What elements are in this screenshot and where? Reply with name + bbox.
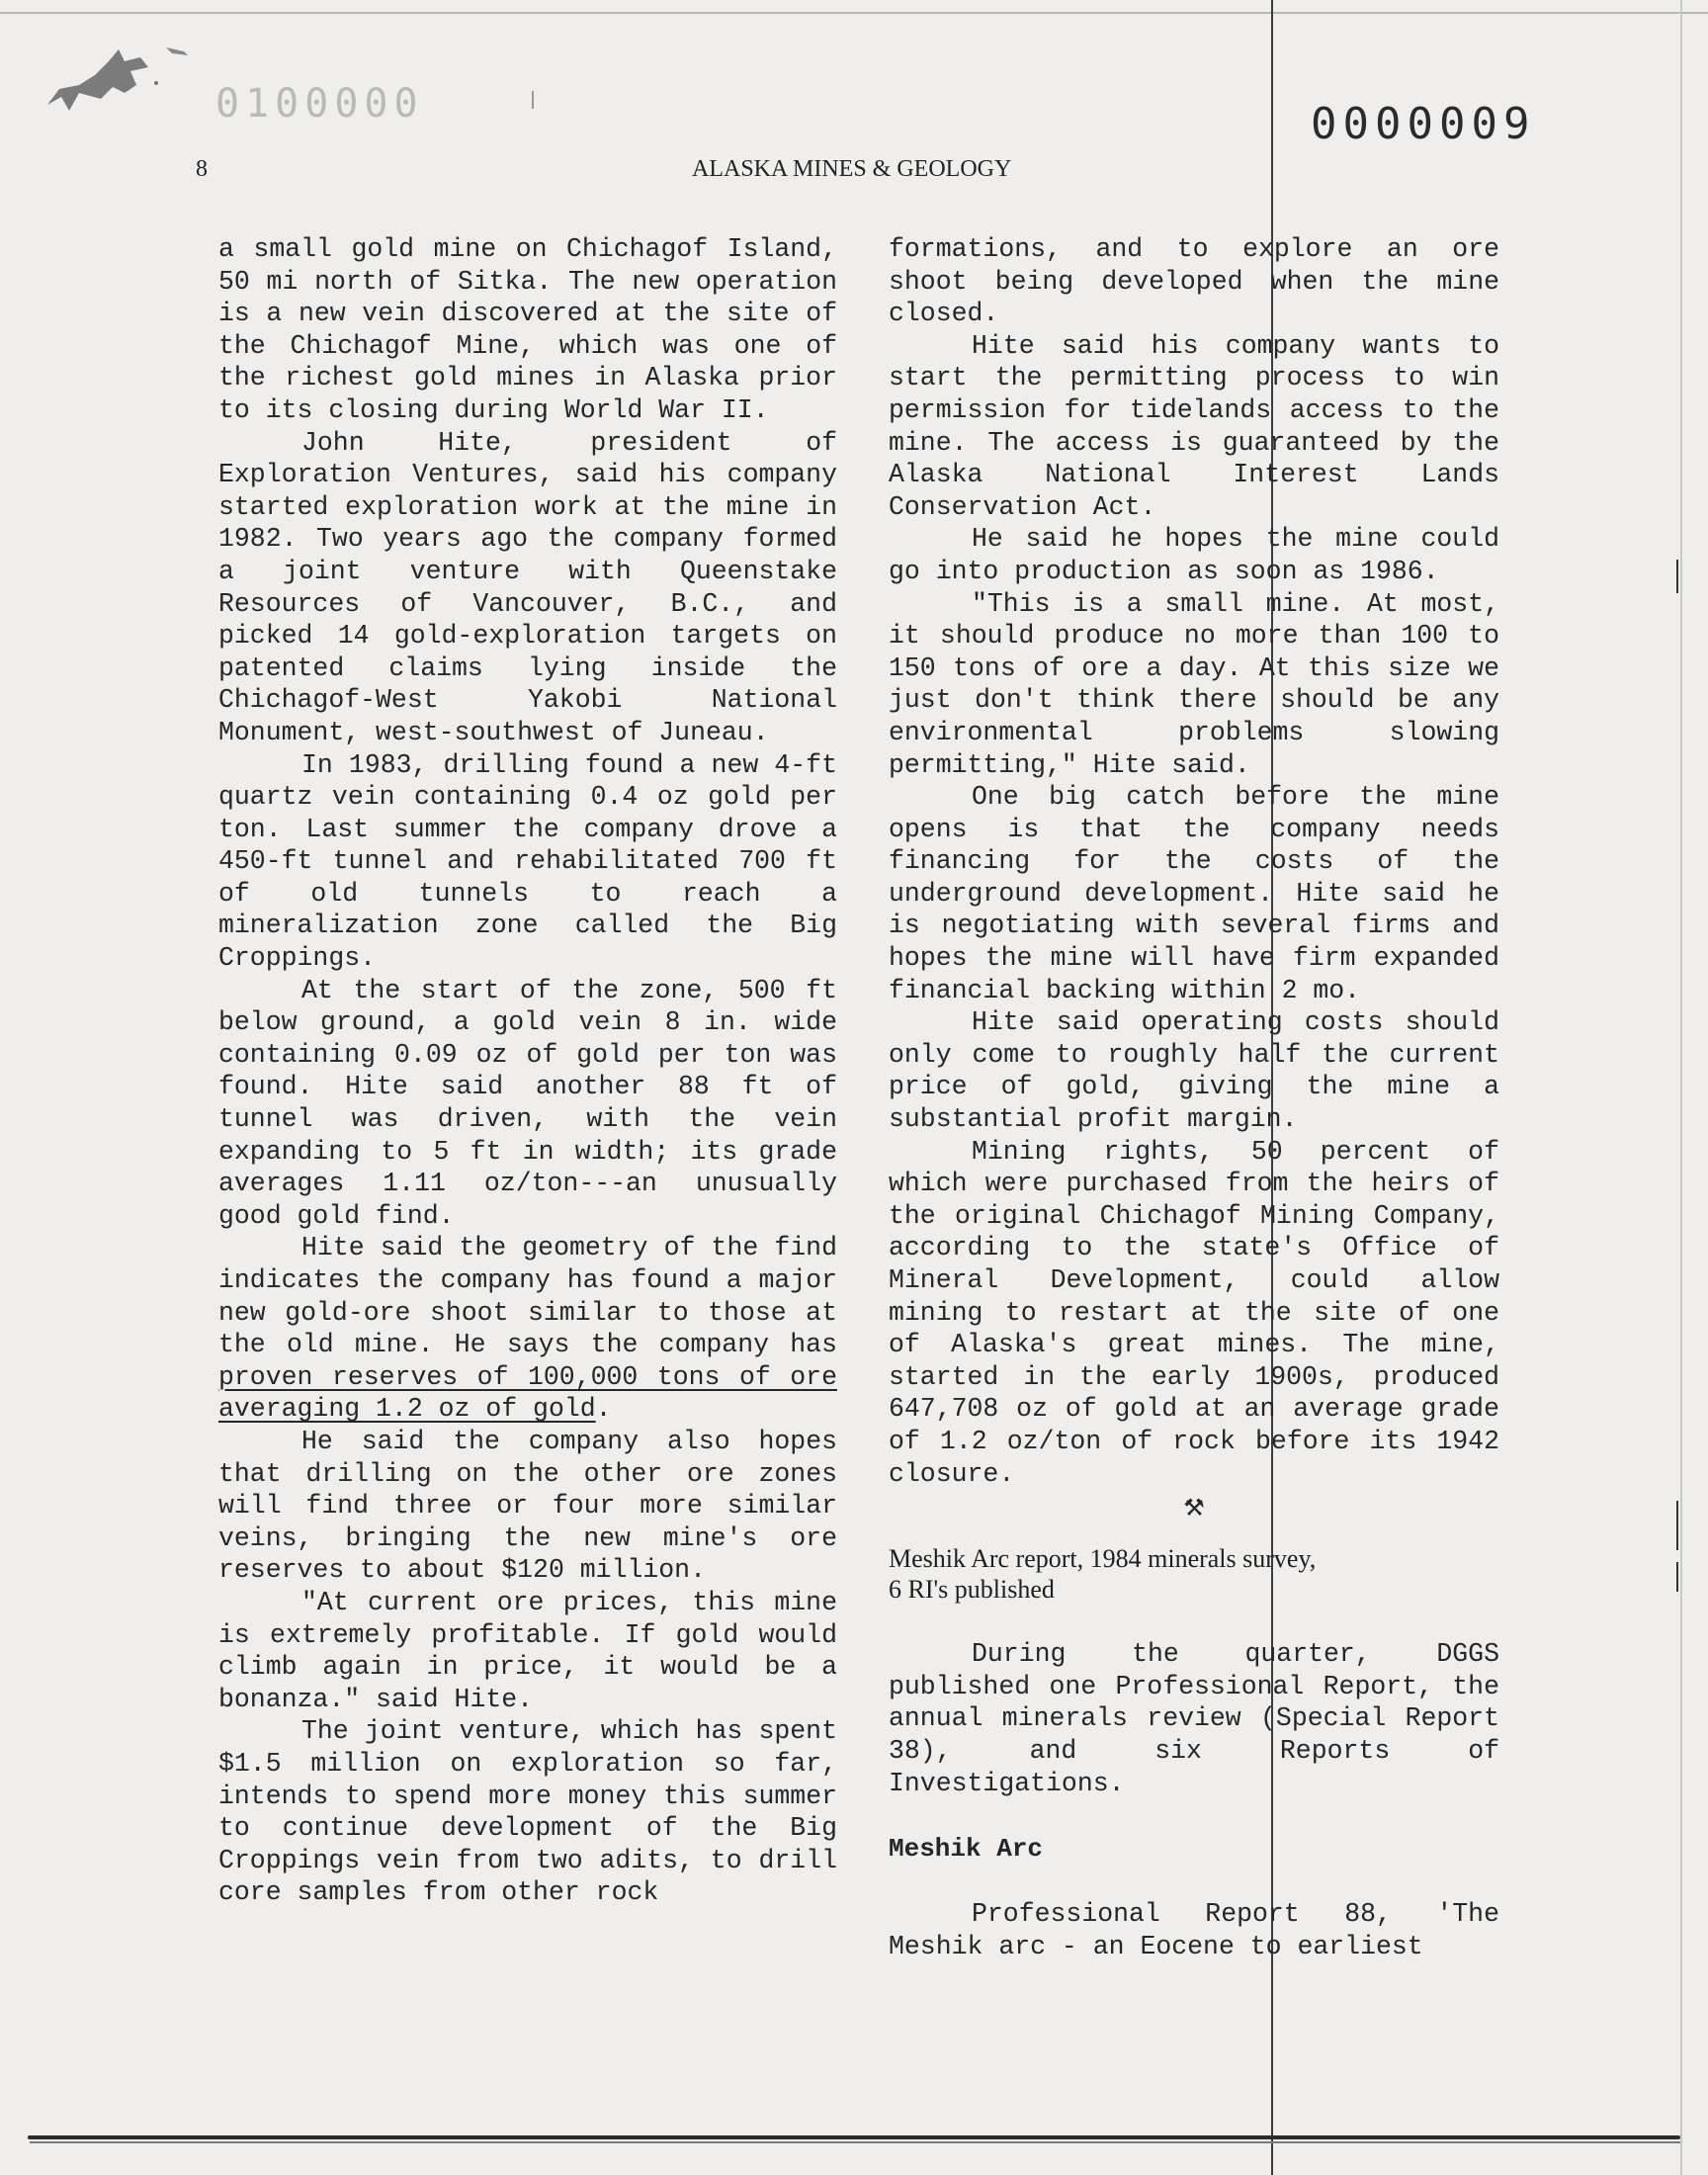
running-head: ALASKA MINES & GEOLOGY (692, 156, 1012, 182)
top-edge-rule (0, 12, 1708, 14)
quote-paragraph: "This is a small mine. At most, it should produce no more than 100 to 150 tons of ore a day. At this size we just don't think there should be any environmental problems slowing permitting," Hite said. (889, 588, 1499, 780)
subheading: Meshik Arc (889, 1834, 1044, 1865)
margin-tick (1676, 1562, 1678, 1592)
margin-tick (1676, 560, 1678, 593)
paragraph: John Hite, president of Exploration Ventures, said his company started exploration work at the mine in 1982. Two years ago the company formed a joint venture with Queenstake Resources of Vancouver, B.C., and picked 14 gold-exploration targets on patented claims lying inside the Chichagof-West Yakobi National Monument, west-southwest of Juneau. (218, 427, 837, 747)
paragraph: Hite said operating costs should only come to roughly half the current price of gold, giving the mine a substantial profit margin. (889, 1007, 1499, 1135)
hammer-pick-icon: ⚒ (1183, 1494, 1205, 1522)
paragraph: He said he hopes the mine could go into production as soon as 1986. (889, 524, 1499, 586)
faint-stamp-number: 0100000 (215, 81, 424, 127)
right-text-column (889, 233, 1499, 1962)
paragraph: During the quarter, DGGS published one Professional Report, the annual minerals review (Special Report 38), and six Reports of Investigations. (889, 1639, 1499, 1798)
paragraph: formations, and to explore an ore shoot being developed when the mine closed. (889, 234, 1499, 329)
paragraph: Hite said his company wants to start the permitting process to win permission for tidelands access to the mine. The access is guaranteed by the Alaska National Interest Lands Conservation Act. (889, 330, 1499, 522)
left-text-column (218, 233, 837, 1909)
section-heading: Meshik Arc report, 1984 minerals survey, (889, 1544, 1317, 1574)
bottom-rule-shadow (30, 2141, 1680, 2143)
section-heading: 6 RI's published (889, 1575, 1055, 1605)
underlined-reserves-text: proven reserves of 100,000 tons of ore averaging 1.2 oz of gold (218, 1361, 837, 1425)
paragraph: Professional Report 88, 'The Meshik arc - an Eocene to earliest (889, 1899, 1499, 1961)
paragraph: Mining rights, 50 percent of which were purchased from the heirs of the original Chichagof Mining Company, according to the state's Office of Mineral Development, could allow mining to restart at the site of one of Alaska's great mines. The mine, started in the early 1900s, produced 647,708 oz of gold at an average grade of 1.2 oz/ton of rock before its 1942 closure. (889, 1136, 1499, 1489)
bottom-rule (28, 2135, 1680, 2139)
ink-blot-mark (40, 28, 208, 117)
paragraph: The joint venture, which has spent $1.5 million on exploration so far, intends to spend more money this summer to continue development of the Big Croppings vein from two adits, to drill core samples from other rock (218, 1716, 837, 1908)
paragraph: One big catch before the mine opens is that the company needs financing for the costs of the underground development. Hite said he is negotiating with several firms and hopes the mine will have firm expanded financial backing within 2 mo. (889, 782, 1499, 1005)
document-stamp-number: 0000009 (1311, 99, 1536, 149)
page-number: 8 (196, 156, 208, 182)
paragraph: At the start of the zone, 500 ft below ground, a gold vein 8 in. wide containing 0.09 oz of gold per ton was found. Hite said another 88 ft of tunnel was driven, with the vein expanding to 5 ft in width; its grade averages 1.11 oz/ton---an unusually good gold find. (218, 975, 837, 1231)
right-page-edge (1680, 0, 1682, 2175)
paragraph: He said the company also hopes that drilling on the other ore zones will find three or four more similar veins, bringing the new mine's ore reserves to about $120 million. (218, 1426, 837, 1586)
paragraph (218, 1232, 837, 1426)
margin-tick (1676, 1501, 1678, 1550)
paragraph-text: Hite said the geometry of the find indicates the company has found a major new gold-ore shoot similar to those at the old mine. He says the company has (218, 1233, 837, 1360)
paragraph: In 1983, drilling found a new 4-ft quartz vein containing 0.4 oz gold per ton. Last summer the company drove a 450-ft tunnel and rehabilitated 700 ft of old tunnels to reach a mineralization zone called the Big Croppings. (218, 749, 837, 974)
paragraph-text: . (595, 1394, 612, 1425)
paragraph: a small gold mine on Chichagof Island, 50 mi north of Sitka. The new operation is a new vein discovered at the site of the Chichagof Mine, which was one of the richest gold mines in Alaska prior to its closing during World War II. (218, 234, 837, 425)
quote-paragraph: "At current ore prices, this mine is extremely profitable. If gold would climb again in price, it would be a bonanza." said Hite. (218, 1587, 837, 1714)
margin-tick (532, 91, 534, 109)
